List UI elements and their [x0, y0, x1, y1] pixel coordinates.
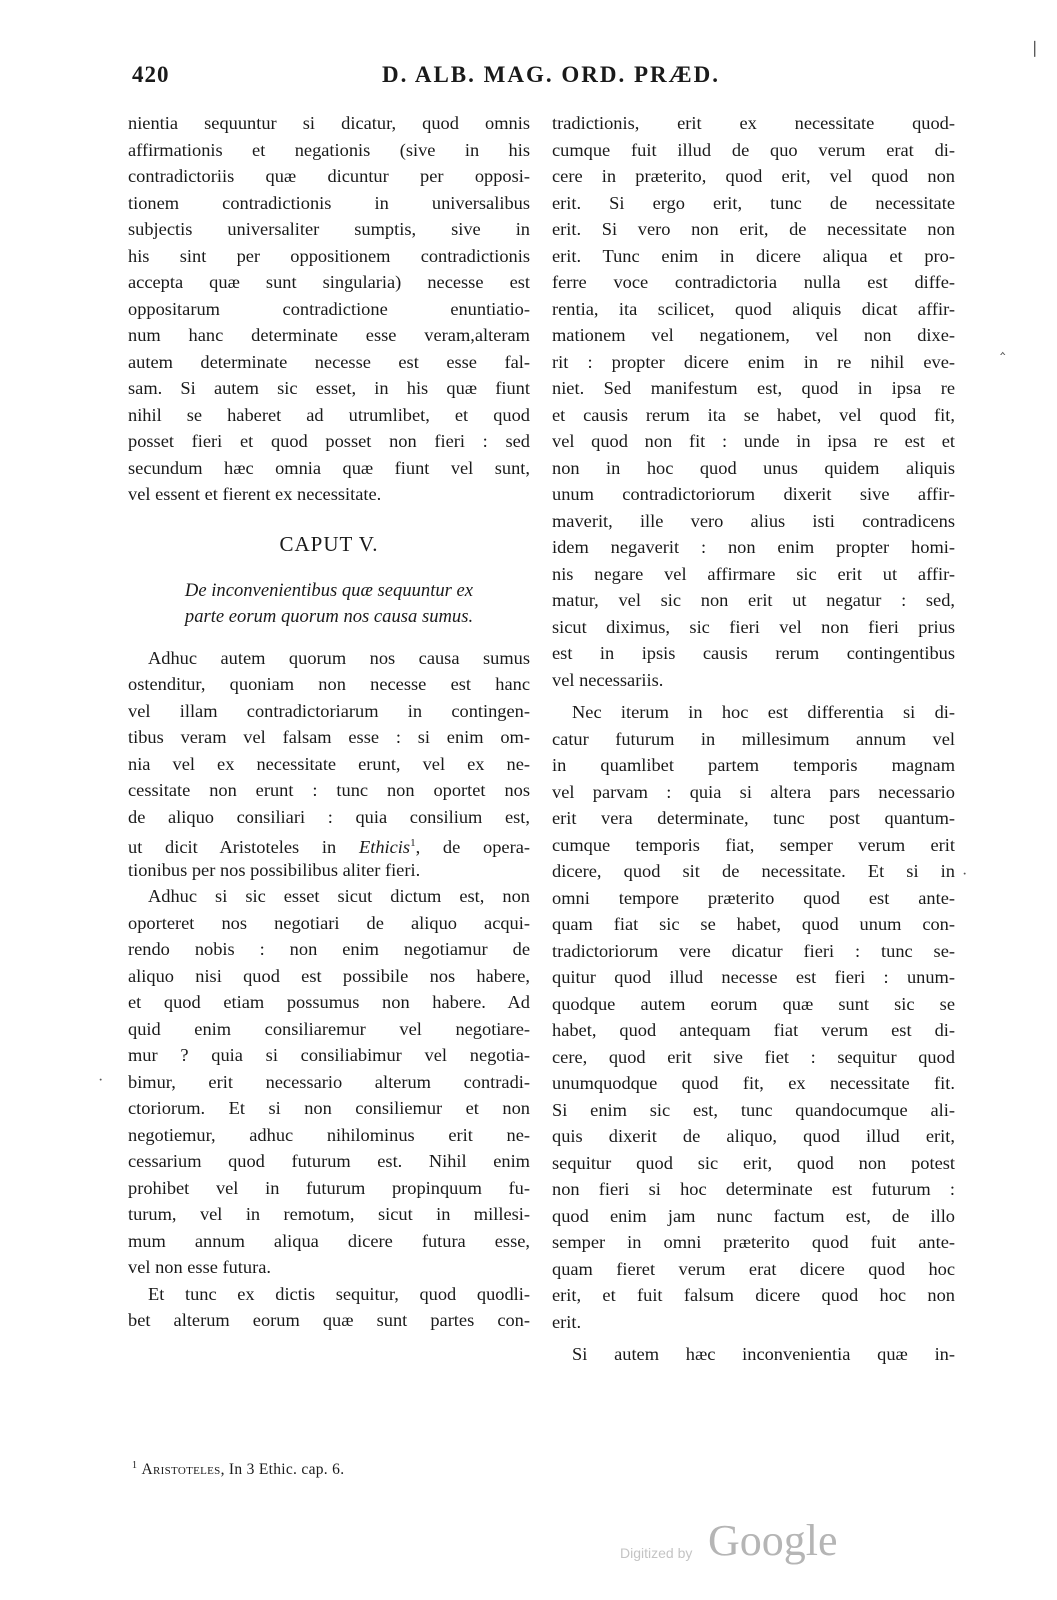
- text-line: affirmationis et negationis (sive in his: [128, 139, 530, 160]
- text-line: et causis rerum ita se habet, vel quod fit,: [552, 404, 955, 425]
- text-line: vel parvam : quia si altera pars necessario: [552, 781, 955, 802]
- text-line: omni tempore præterito quod est ante-: [552, 887, 955, 908]
- text-line: sicut diximus, sic fieri vel non fieri prius: [552, 616, 955, 637]
- text-line: subjectis universaliter sumptis, sive in: [128, 219, 530, 239]
- text-line: de aliquo consiliari : quia consilium est,: [128, 806, 530, 827]
- text-line: vel quod non fit : unde in ipsa re est et: [552, 431, 955, 451]
- text-line: idem negaverit : non enim propter homi-: [552, 537, 955, 557]
- text-line: cere in præterito, quod erit, vel quod non: [552, 166, 955, 186]
- scan-mark: ‸: [1000, 338, 1006, 355]
- text-line: aliquo nisi quod est possibile nos habere,: [128, 965, 530, 986]
- text-line: quam fieret verum erat dicere quod hoc: [552, 1258, 955, 1279]
- text-line: bet alterum eorum quæ sunt partes con-: [128, 1310, 530, 1330]
- text-line: in quamlibet partem temporis magnam: [552, 755, 955, 775]
- text-line: matur, vel sic non erit ut negatur : sed,: [552, 590, 955, 610]
- text-line: turum, vel in remotum, sicut in millesi-: [128, 1204, 530, 1224]
- scan-mark: ❘: [1028, 40, 1042, 57]
- text-line: Et tunc ex dictis sequitur, quod quodli-: [148, 1283, 530, 1304]
- text-line: vel illam contradictoriarum in contingen-: [128, 700, 530, 721]
- text-line: habet, quod antequam fiat verum est di-: [552, 1020, 955, 1040]
- text-line: non in hoc quod unus quidem aliquis: [552, 457, 955, 478]
- text-line: secundum hæc omnia quæ fiunt vel sunt,: [128, 457, 530, 478]
- text-line: ctoriorum. Et si non consiliemur et non: [128, 1098, 530, 1118]
- text-line: erit.: [552, 1311, 582, 1332]
- right-column: [552, 110, 955, 1368]
- watermark-small-text: Digitized by: [620, 1545, 693, 1561]
- text-line: vel necessariis.: [552, 669, 664, 690]
- text-line: tionem contradictionis in universalibus: [128, 192, 530, 213]
- text-line: sam. Si autem sic esset, in his quæ fiunt: [128, 378, 530, 398]
- text-line: ferre voce contradictoria nulla est diffe-: [552, 272, 955, 292]
- text-line: nientia sequuntur si dicatur, quod omnis: [128, 113, 530, 133]
- text-line: posset fieri et quod posset non fieri : sed: [128, 431, 530, 451]
- paragraph: [552, 1341, 955, 1368]
- watermark-logo: Google: [708, 1516, 838, 1565]
- footnote-marker: 1: [132, 1460, 138, 1471]
- text-line: vel essent et fierent ex necessitate.: [128, 484, 382, 504]
- paragraph: [552, 110, 955, 693]
- paragraph: [128, 883, 530, 1281]
- text-line: quid enim consiliaremur vel negotiare-: [128, 1018, 530, 1039]
- digitized-watermark: [620, 1515, 880, 1575]
- text-line: catur futurum in millesimum annum vel: [552, 728, 955, 749]
- text-line: tradictoriorum vere dicatur fieri : tunc se-: [552, 940, 955, 961]
- text-line: et quod etiam possumus non habere. Ad: [128, 992, 530, 1012]
- text-line: erit. Si ergo erit, tunc de necessitate: [552, 192, 955, 213]
- text-line: cumque temporis fiat, semper verum erit: [552, 834, 955, 855]
- text-line: rentia, ita scilicet, quod aliquis dicat affir-: [552, 298, 955, 319]
- text-line: erit. Tunc enim in dicere aliqua et pro-: [552, 245, 955, 266]
- chapter-subtitle-line: parte eorum quorum nos causa sumus.: [184, 606, 474, 627]
- footnote-citation: , In 3 Ethic. cap. 6.: [220, 1461, 345, 1479]
- text-line: vel non esse futura.: [128, 1257, 271, 1277]
- text-fragment: ut dicit Aristoteles in: [128, 837, 359, 858]
- footnote-author: Aristoteles: [141, 1461, 221, 1479]
- text-line: autem determinate necesse est esse fal-: [128, 351, 530, 372]
- text-line: rit : propter dicere enim in re nihil eve-: [552, 351, 955, 372]
- paragraph: [128, 645, 530, 831]
- text-line: cessarium quod futurum est. Nihil enim: [128, 1151, 530, 1171]
- chapter-heading: CAPUT V.: [279, 531, 379, 556]
- text-line: sequitur quod sic erit, quod non potest: [552, 1152, 955, 1173]
- text-line-with-citation: [128, 830, 530, 857]
- text-line: erit vera determinate, tunc post quantum-: [552, 808, 955, 828]
- text-line: nia vel ex necessitate erunt, vel ex ne-: [128, 753, 530, 774]
- text-line: mum annum aliqua dicere futura esse,: [128, 1230, 530, 1251]
- text-line: accepta quæ sunt singularia) necesse est: [128, 272, 530, 292]
- scan-mark: ·: [962, 866, 968, 883]
- text-line: mur ? quia si consiliabimur vel negotia-: [128, 1045, 530, 1065]
- text-line: erit. Si vero non erit, de necessitate non: [552, 219, 955, 239]
- text-line: Adhuc si sic esset sicut dictum est, non: [148, 886, 530, 906]
- footnote-ref[interactable]: 1: [410, 837, 416, 849]
- text-line: nihil se haberet ad utrumlibet, et quod: [128, 404, 530, 425]
- text-line: his sint per oppositionem contradictionis: [128, 245, 530, 266]
- text-line: negotiemur, adhuc nihilominus erit ne-: [128, 1124, 530, 1145]
- paragraph: [552, 699, 955, 1335]
- text-line: Nec iterum in hoc est differentia si di-: [572, 702, 955, 722]
- text-line: bimur, erit necessario alterum contradi-: [128, 1071, 530, 1092]
- text-line: contradictoriis quæ dicuntur per opposi-: [128, 166, 530, 186]
- text-line: oporteret nos negotiari de aliquo acqui-: [128, 912, 530, 933]
- page-number: 420: [132, 62, 170, 87]
- scan-mark: ·: [98, 1072, 104, 1089]
- paragraph: [128, 110, 530, 508]
- text-line: cere, quod erit sive fiet : sequitur quod: [552, 1046, 955, 1067]
- left-column: [128, 110, 530, 1334]
- running-head: D. ALB. MAG. ORD. PRÆD.: [382, 62, 720, 87]
- text-fragment: , de opera-: [415, 837, 530, 858]
- text-line: rendo nobis : non enim negotiamur de: [128, 939, 530, 959]
- text-line: non fieri si hoc determinate est futurum :: [552, 1179, 955, 1199]
- text-line: Si enim sic est, tunc quandocumque ali-: [552, 1099, 955, 1120]
- text-line: niet. Sed manifestum est, quod in ipsa re: [552, 378, 955, 398]
- text-line: quam fiat sic se habet, quod unum con-: [552, 914, 955, 934]
- text-line: semper in omni præterito quod fuit ante-: [552, 1232, 955, 1252]
- footnote: [132, 1460, 344, 1479]
- text-line: cessitate non erunt : tunc non oportet nos: [128, 780, 530, 800]
- text-line: nis negare vel affirmare sic erit ut affir-: [552, 563, 955, 584]
- page-header: [132, 62, 952, 92]
- text-line: quodque autem eorum quæ sunt sic se: [552, 993, 955, 1014]
- text-line: tionibus per nos possibilibus aliter fieri.: [128, 859, 421, 880]
- text-line: quitur quod illud necesse est fieri : unum-: [552, 967, 955, 987]
- text-line: Adhuc autem quorum nos causa sumus: [148, 647, 530, 668]
- text-line: tradictionis, erit ex necessitate quod-: [552, 113, 955, 133]
- text-line: cumque fuit illud de quo verum erat di-: [552, 139, 955, 160]
- text-line: quis dixerit de aliquo, quod illud erit,: [552, 1126, 955, 1146]
- text-line: ostenditur, quoniam non necesse est hanc: [128, 674, 530, 694]
- paragraph: [128, 1281, 530, 1334]
- text-line: maverit, ille vero alius isti contradicens: [552, 510, 955, 531]
- text-line: tibus veram vel falsam esse : si enim om-: [128, 727, 530, 747]
- text-line: unum contradictoriorum dixerit sive affir-: [552, 484, 955, 504]
- text-line: dicere, quod sit de necessitate. Et si in: [552, 861, 955, 881]
- chapter-subtitle-line: De inconvenientibus quæ sequuntur ex: [184, 579, 474, 601]
- text-line: mationem vel negationem, vel non dixe-: [552, 325, 955, 345]
- text-line: num hanc determinate esse veram,alteram: [128, 325, 530, 345]
- work-title: Ethicis: [358, 837, 411, 858]
- text-line: erit, et fuit falsum dicere quod hoc non: [552, 1285, 955, 1305]
- text-line: oppositarum contradictione enuntiatio-: [128, 298, 530, 319]
- text-line: prohibet vel in futurum propinquum fu-: [128, 1177, 530, 1198]
- text-line: Si autem hæc inconvenientia quæ in-: [572, 1344, 955, 1364]
- text-line: quod enim jam nunc factum est, de illo: [552, 1205, 955, 1226]
- text-line: unumquodque quod fit, ex necessitate fit.: [552, 1073, 955, 1093]
- chapter-subtitle: [128, 578, 530, 631]
- text-line: est in ipsis causis rerum contingentibus: [552, 643, 955, 663]
